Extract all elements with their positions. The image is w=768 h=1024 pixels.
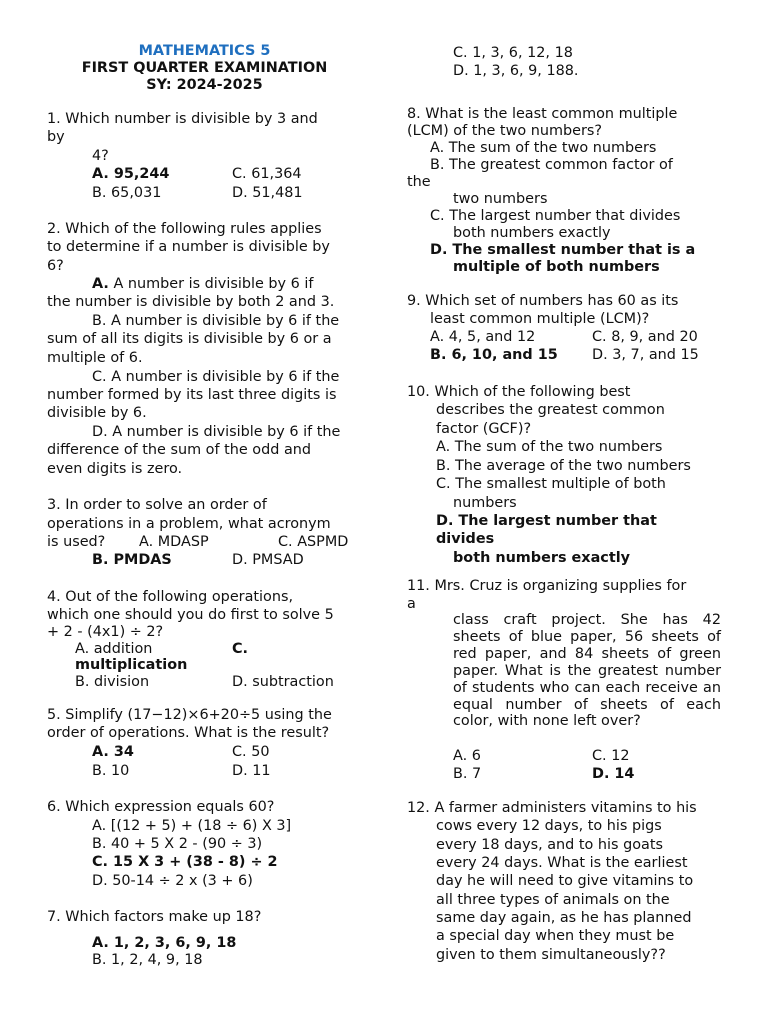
q9-option-a[interactable]: A. 4, 5, and 12	[430, 329, 536, 345]
q5-option-c[interactable]: C. 50	[232, 744, 270, 760]
q10-option-c[interactable]: C. The smallest multiple of both	[436, 476, 666, 492]
q4-option-a[interactable]: A. addition	[75, 641, 153, 657]
q10-option-b[interactable]: B. The average of the two numbers	[436, 458, 691, 474]
q7-option-c[interactable]: C. 1, 3, 6, 12, 18	[453, 45, 573, 61]
q11-stem-body: class craft project. She has 42 sheets of blue paper, 56 sheets of red paper, and 84 sheets of green paper. What is the greatest number of students who can each receive an equal number of sheets of each color, with none left over?	[453, 612, 721, 730]
q6-stem: 6. Which expression equals 60?	[47, 799, 275, 815]
q8-option-a[interactable]: A. The sum of the two numbers	[430, 140, 657, 156]
q12-stem-line: every 18 days, and to his goats	[436, 837, 663, 853]
q2-option-a-text: A number is divisible by 6 if	[108, 276, 314, 292]
q2-option-a[interactable]	[92, 275, 313, 293]
q8-option-c[interactable]: C. The largest number that divides	[430, 208, 681, 224]
exam-title: FIRST QUARTER EXAMINATION	[81, 60, 328, 76]
q11-stem-line: 11. Mrs. Cruz is organizing supplies for	[407, 578, 687, 594]
q9-option-b[interactable]: B. 6, 10, and 15	[430, 347, 558, 363]
q8-option-b-cont: two numbers	[453, 191, 548, 207]
q3-stem-line: operations in a problem, what acronym	[47, 516, 331, 532]
q6-option-b[interactable]: B. 40 + 5 X 2 - (90 ÷ 3)	[92, 836, 263, 852]
q2-stem-line: 2. Which of the following rules applies	[47, 221, 322, 237]
q2-option-a-letter: A.	[92, 276, 109, 292]
q10-option-c-cont: numbers	[453, 495, 517, 511]
q4-option-c-cont: multiplication	[75, 657, 188, 673]
q4-option-b[interactable]: B. division	[75, 674, 150, 690]
q12-stem-line: 12. A farmer administers vitamins to his	[407, 800, 697, 816]
q2-option-b-cont: multiple of 6.	[47, 350, 143, 366]
q6-option-a[interactable]: A. [(12 + 5) + (18 ÷ 6) X 3]	[92, 818, 292, 834]
q9-option-c[interactable]: C. 8, 9, and 20	[592, 329, 698, 345]
q2-stem-line: to determine if a number is divisible by	[47, 239, 330, 255]
q7-option-d[interactable]: D. 1, 3, 6, 9, 188.	[453, 63, 579, 79]
q2-option-d-cont: difference of the sum of the odd and	[47, 442, 312, 458]
q9-stem-line: least common multiple (LCM)?	[430, 311, 650, 327]
subject-title: MATHEMATICS 5	[138, 43, 271, 59]
q5-stem-line: order of operations. What is the result?	[47, 725, 330, 741]
q1-stem-line: 4?	[92, 148, 109, 164]
q8-option-d[interactable]: D. The smallest number that is a	[430, 242, 696, 258]
q1-option-b[interactable]: B. 65,031	[92, 185, 162, 201]
q4-stem-line: + 2 - (4x1) ÷ 2?	[47, 624, 164, 640]
q6-option-d[interactable]: D. 50-14 ÷ 2 x (3 + 6)	[92, 873, 253, 889]
q12-stem-line: all three types of animals on the	[436, 892, 670, 908]
q7-option-a[interactable]: A. 1, 2, 3, 6, 9, 18	[92, 935, 237, 951]
q4-option-d[interactable]: D. subtraction	[232, 674, 334, 690]
q5-option-a[interactable]: A. 34	[92, 744, 134, 760]
q2-stem-line: 6?	[47, 258, 64, 274]
q8-stem-line: (LCM) of the two numbers?	[407, 123, 603, 139]
q11-option-c[interactable]: C. 12	[592, 748, 630, 764]
q9-option-d[interactable]: D. 3, 7, and 15	[592, 347, 699, 363]
q10-stem-line: describes the greatest common	[436, 402, 665, 418]
q8-option-b[interactable]: B. The greatest common factor of	[430, 157, 673, 173]
q2-option-d-cont: even digits is zero.	[47, 461, 183, 477]
q2-option-a-cont: the number is divisible by both 2 and 3.	[47, 294, 335, 310]
school-year: SY: 2024-2025	[146, 77, 263, 93]
q5-stem-line: 5. Simplify (17−12)×6+20÷5 using the	[47, 707, 332, 723]
q2-option-d[interactable]: D. A number is divisible by 6 if the	[92, 424, 341, 440]
q4-option-c[interactable]: C.	[232, 641, 249, 657]
q11-stem-line: a	[407, 596, 416, 612]
q3-option-d[interactable]: D. PMSAD	[232, 552, 304, 568]
q9-stem-line: 9. Which set of numbers has 60 as its	[407, 293, 679, 309]
q4-stem-line: which one should you do first to solve 5	[47, 607, 334, 623]
q4-stem-line: 4. Out of the following operations,	[47, 589, 294, 605]
q11-option-a[interactable]: A. 6	[453, 748, 481, 764]
q8-stem-line: 8. What is the least common multiple	[407, 106, 678, 122]
q2-option-c-cont: divisible by 6.	[47, 405, 147, 421]
q3-stem-line: is used?	[47, 534, 106, 550]
q5-option-b[interactable]: B. 10	[92, 763, 130, 779]
q12-stem-line: cows every 12 days, to his pigs	[436, 818, 662, 834]
q10-option-a[interactable]: A. The sum of the two numbers	[436, 439, 663, 455]
q12-stem-line: every 24 days. What is the earliest	[436, 855, 688, 871]
q3-option-c[interactable]: C. ASPMD	[278, 534, 349, 550]
q2-option-b[interactable]: B. A number is divisible by 6 if the	[92, 313, 340, 329]
q1-option-a[interactable]: A. 95,244	[92, 166, 170, 182]
q11-option-d[interactable]: D. 14	[592, 766, 635, 782]
q1-option-c[interactable]: C. 61,364	[232, 166, 302, 182]
q8-option-d-cont: multiple of both numbers	[453, 259, 660, 275]
q3-stem-line: 3. In order to solve an order of	[47, 497, 267, 513]
q10-option-d-cont: divides	[436, 531, 495, 547]
q7-stem: 7. Which factors make up 18?	[47, 909, 262, 925]
q2-option-c-cont: number formed by its last three digits is	[47, 387, 337, 403]
q1-stem-line: 1. Which number is divisible by 3 and	[47, 111, 318, 127]
q10-option-d-cont: both numbers exactly	[453, 550, 631, 566]
q12-stem-line: same day again, as he has planned	[436, 910, 692, 926]
q3-option-b[interactable]: B. PMDAS	[92, 552, 172, 568]
q10-stem-line: 10. Which of the following best	[407, 384, 631, 400]
q10-stem-line: factor (GCF)?	[436, 421, 532, 437]
q12-stem-line: given to them simultaneously??	[436, 947, 666, 963]
q8-option-b-cont: the	[407, 174, 431, 190]
q11-option-b[interactable]: B. 7	[453, 766, 482, 782]
q1-stem-line: by	[47, 129, 65, 145]
q7-option-b[interactable]: B. 1, 2, 4, 9, 18	[92, 952, 203, 968]
q10-option-d[interactable]: D. The largest number that	[436, 513, 657, 529]
q8-option-c-cont: both numbers exactly	[453, 225, 611, 241]
q2-option-b-cont: sum of all its digits is divisible by 6 or a	[47, 331, 332, 347]
q1-option-d[interactable]: D. 51,481	[232, 185, 303, 201]
q12-stem-line: a special day when they must be	[436, 928, 675, 944]
q6-option-c[interactable]: C. 15 X 3 + (38 - 8) ÷ 2	[92, 854, 278, 870]
q3-option-a[interactable]: A. MDASP	[139, 534, 209, 550]
q5-option-d[interactable]: D. 11	[232, 763, 271, 779]
q2-option-c[interactable]: C. A number is divisible by 6 if the	[92, 369, 340, 385]
q12-stem-line: day he will need to give vitamins to	[436, 873, 694, 889]
